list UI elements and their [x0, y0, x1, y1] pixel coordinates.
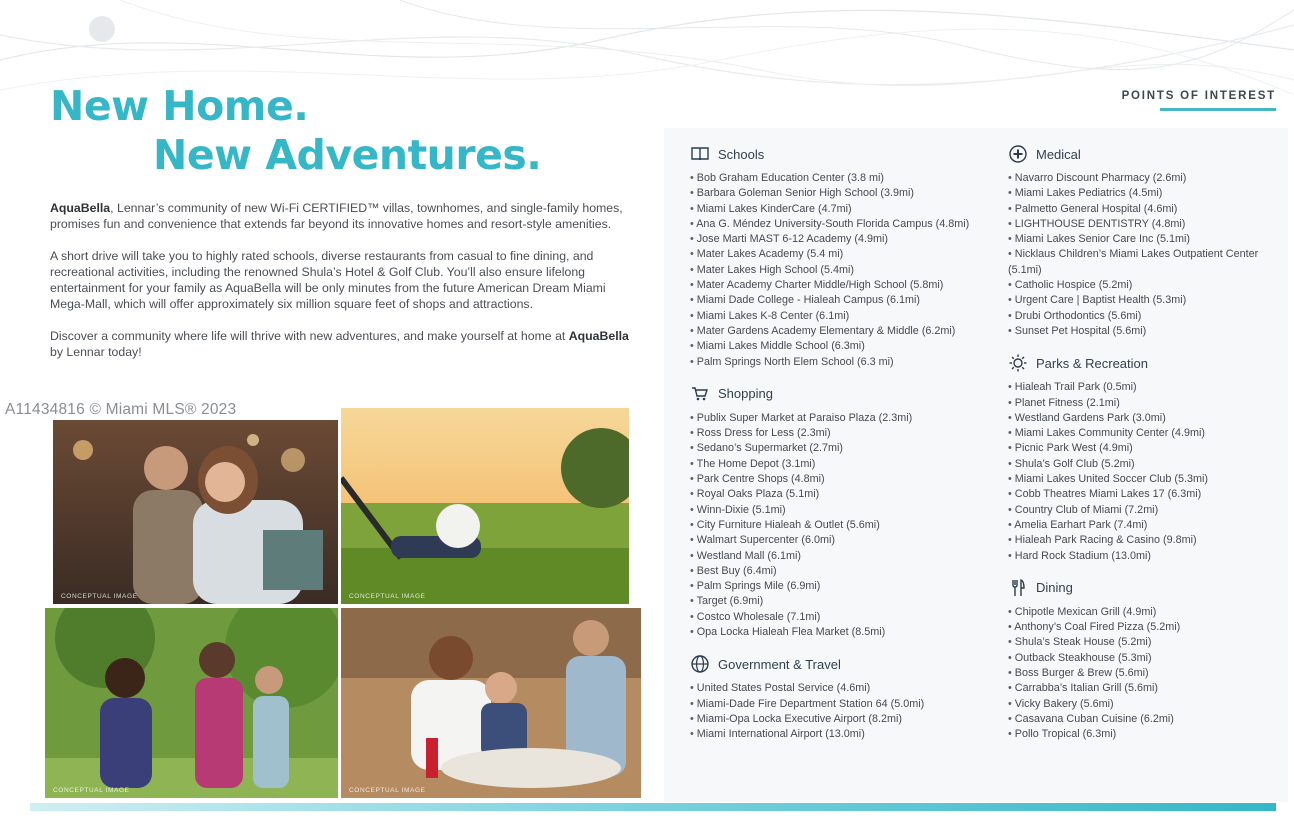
list-item: • Mater Lakes High School (5.4mi): [690, 263, 1005, 278]
section-shopping: [690, 381, 1005, 640]
photo-women-exercising: [45, 608, 338, 798]
list-item: • Miami International Airport (13.0mi): [690, 727, 1005, 742]
dining-list: [1008, 605, 1268, 743]
list-item: • Miami Lakes KinderCare (4.7mi): [690, 202, 1005, 217]
list-item: • Pollo Tropical (6.3mi): [1008, 727, 1268, 742]
medical-list: [1008, 171, 1268, 339]
list-item: • Publix Super Market at Paraiso Plaza (2.3mi): [690, 411, 1005, 426]
section-title: Government & Travel: [718, 656, 841, 672]
list-item: • Hialeah Trail Park (0.5mi): [1008, 380, 1268, 395]
shopping-list: [690, 411, 1005, 640]
list-item: • Casavana Cuban Cuisine (6.2mi): [1008, 712, 1268, 727]
parks-recreation-list: [1008, 380, 1268, 564]
section-title: Dining: [1036, 580, 1073, 596]
photo-caption: CONCEPTUAL IMAGE: [53, 787, 130, 794]
shopping-cart-icon: [690, 384, 710, 404]
list-item: • Bob Graham Education Center (3.8 mi): [690, 171, 1005, 186]
list-item: • Mater Gardens Academy Elementary & Middle (6.2mi): [690, 324, 1005, 339]
list-item: • Picnic Park West (4.9mi): [1008, 441, 1268, 456]
list-item: • Westland Mall (6.1mi): [690, 549, 1005, 564]
list-item: • Carrabba’s Italian Grill (5.6mi): [1008, 681, 1268, 696]
photo-collage: [40, 408, 646, 806]
globe-icon: [690, 654, 710, 674]
list-item: • Walmart Supercenter (6.0mi): [690, 533, 1005, 548]
list-item: • Winn-Dixie (5.1mi): [690, 503, 1005, 518]
list-item: • Amelia Earhart Park (7.4mi): [1008, 518, 1268, 533]
intro-paragraph-1: AquaBella, Lennar’s community of new Wi-Fi CERTIFIED™ villas, townhomes, and single-family homes, promises fun and convenience that extends far beyond its innovative homes and resort-style amenities.: [50, 201, 623, 231]
photo-caption: CONCEPTUAL IMAGE: [349, 787, 426, 794]
points-of-interest-title: POINTS OF INTEREST: [1121, 90, 1276, 102]
list-item: • Mater Lakes Academy (5.4 mi): [690, 247, 1005, 262]
list-item: • United States Postal Service (4.6mi): [690, 681, 1005, 696]
section-dining: [1008, 575, 1268, 743]
photo-caption: CONCEPTUAL IMAGE: [61, 593, 138, 600]
section-title: Parks & Recreation: [1036, 355, 1148, 371]
section-parks-recreation: [1008, 350, 1268, 564]
photo-couple-shopping: [53, 420, 338, 604]
list-item: • Hialeah Park Racing & Casino (9.8mi): [1008, 533, 1268, 548]
list-item: • Drubi Orthodontics (5.6mi): [1008, 309, 1268, 324]
list-item: • Catholic Hospice (5.2mi): [1008, 278, 1268, 293]
headline-line-2: New Adventures.: [153, 131, 542, 179]
photo-caption: CONCEPTUAL IMAGE: [349, 593, 426, 600]
headline-line-1: New Home.: [50, 82, 309, 130]
section-government-travel: [690, 651, 1005, 742]
list-item: • City Furniture Hialeah & Outlet (5.6mi): [690, 518, 1005, 533]
list-item: • Miami Lakes Senior Care Inc (5.1mi): [1008, 232, 1268, 247]
list-item: • Westland Gardens Park (3.0mi): [1008, 411, 1268, 426]
list-item: • Chipotle Mexican Grill (4.9mi): [1008, 605, 1268, 620]
list-item: • Shula’s Steak House (5.2mi): [1008, 635, 1268, 650]
list-item: • Opa Locka Hialeah Flea Market (8.5mi): [690, 625, 1005, 640]
poi-column-left: [690, 141, 1005, 754]
list-item: • Target (6.9mi): [690, 594, 1005, 609]
list-item: • Park Centre Shops (4.8mi): [690, 472, 1005, 487]
schools-list: [690, 171, 1005, 370]
list-item: • The Home Depot (3.1mi): [690, 457, 1005, 472]
list-item: • Navarro Discount Pharmacy (2.6mi): [1008, 171, 1268, 186]
decorative-dot: [89, 16, 115, 42]
mls-watermark: A11434816 © Miami MLS® 2023: [5, 401, 237, 418]
poi-column-right: [1008, 141, 1268, 754]
section-schools: [690, 141, 1005, 370]
list-item: • Miami-Opa Locka Executive Airport (8.2mi): [690, 712, 1005, 727]
list-item: • Cobb Theatres Miami Lakes 17 (6.3mi): [1008, 487, 1268, 502]
list-item: • Miami Lakes Pediatrics (4.5mi): [1008, 186, 1268, 201]
list-item: • Jose Marti MAST 6-12 Academy (4.9mi): [690, 232, 1005, 247]
intro-paragraph-3: Discover a community where life will thrive with new adventures, and make yourself at home at AquaBella by Lennar today!: [50, 329, 629, 359]
list-item: • Urgent Care | Baptist Health (5.3mi): [1008, 293, 1268, 308]
list-item: • Miami-Dade Fire Department Station 64 (5.0mi): [690, 697, 1005, 712]
list-item: • Sedano’s Supermarket (2.7mi): [690, 441, 1005, 456]
list-item: • Miami Lakes Community Center (4.9mi): [1008, 426, 1268, 441]
list-item: • Palm Springs Mile (6.9mi): [690, 579, 1005, 594]
list-item: • Royal Oaks Plaza (5.1mi): [690, 487, 1005, 502]
photo-family-dining: [341, 608, 641, 798]
list-item: • Country Club of Miami (7.2mi): [1008, 503, 1268, 518]
list-item: • Sunset Pet Hospital (5.6mi): [1008, 324, 1268, 339]
list-item: • Outback Steakhouse (5.3mi): [1008, 651, 1268, 666]
section-medical: [1008, 141, 1268, 339]
list-item: • Planet Fitness (2.1mi): [1008, 396, 1268, 411]
list-item: • Miami Lakes Middle School (6.3mi): [690, 339, 1005, 354]
bottom-accent-bar: [30, 803, 1276, 811]
section-title: Shopping: [718, 386, 773, 402]
list-item: • Costco Wholesale (7.1mi): [690, 610, 1005, 625]
list-item: • LIGHTHOUSE DENTISTRY (4.8mi): [1008, 217, 1268, 232]
government-travel-list: [690, 681, 1005, 742]
section-title: Schools: [718, 146, 765, 162]
list-item: • Best Buy (6.4mi): [690, 564, 1005, 579]
list-item: • Hard Rock Stadium (13.0mi): [1008, 549, 1268, 564]
sun-icon: [1008, 353, 1028, 373]
intro-text: [50, 200, 640, 376]
book-icon: [690, 144, 710, 164]
list-item: • Miami Dade College - Hialeah Campus (6.1mi): [690, 293, 1005, 308]
list-item: • Barbara Goleman Senior High School (3.9mi): [690, 186, 1005, 201]
list-item: • Ross Dress for Less (2.3mi): [690, 426, 1005, 441]
list-item: • Miami Lakes United Soccer Club (5.3mi): [1008, 472, 1268, 487]
list-item: • Anthony’s Coal Fired Pizza (5.2mi): [1008, 620, 1268, 635]
title-underline: [1160, 108, 1276, 111]
list-item: • Miami Lakes K-8 Center (6.1mi): [690, 309, 1005, 324]
list-item: • Shula’s Golf Club (5.2mi): [1008, 457, 1268, 472]
brand-name: AquaBella: [568, 329, 629, 343]
intro-paragraph-2: A short drive will take you to highly rated schools, diverse restaurants from casual to fine dining, and recreational activities, including the renowned Shula’s Hotel & Golf Club. You’ll also ensure lifelong entertainment for your family as AquaBella will be only minutes from the future American Dream Miami Mega-Mall, which will offer approximately six million square feet of shops and attractions.: [50, 249, 606, 311]
list-item: • Boss Burger & Brew (5.6mi): [1008, 666, 1268, 681]
list-item: • Mater Academy Charter Middle/High School (5.8mi): [690, 278, 1005, 293]
section-title: Medical: [1036, 146, 1081, 162]
list-item: • Palmetto General Hospital (4.6mi): [1008, 202, 1268, 217]
list-item: • Palm Springs North Elem School (6.3 mi): [690, 355, 1005, 370]
fork-knife-icon: [1008, 578, 1028, 598]
brand-name: AquaBella: [50, 201, 111, 215]
list-item: • Vicky Bakery (5.6mi): [1008, 697, 1268, 712]
list-item: • Ana G. Méndez University-South Florida Campus (4.8mi): [690, 217, 1005, 232]
photo-golf-ball: [341, 408, 629, 604]
list-item: • Nicklaus Children’s Miami Lakes Outpatient Center (5.1mi): [1008, 247, 1268, 278]
medical-cross-icon: [1008, 144, 1028, 164]
